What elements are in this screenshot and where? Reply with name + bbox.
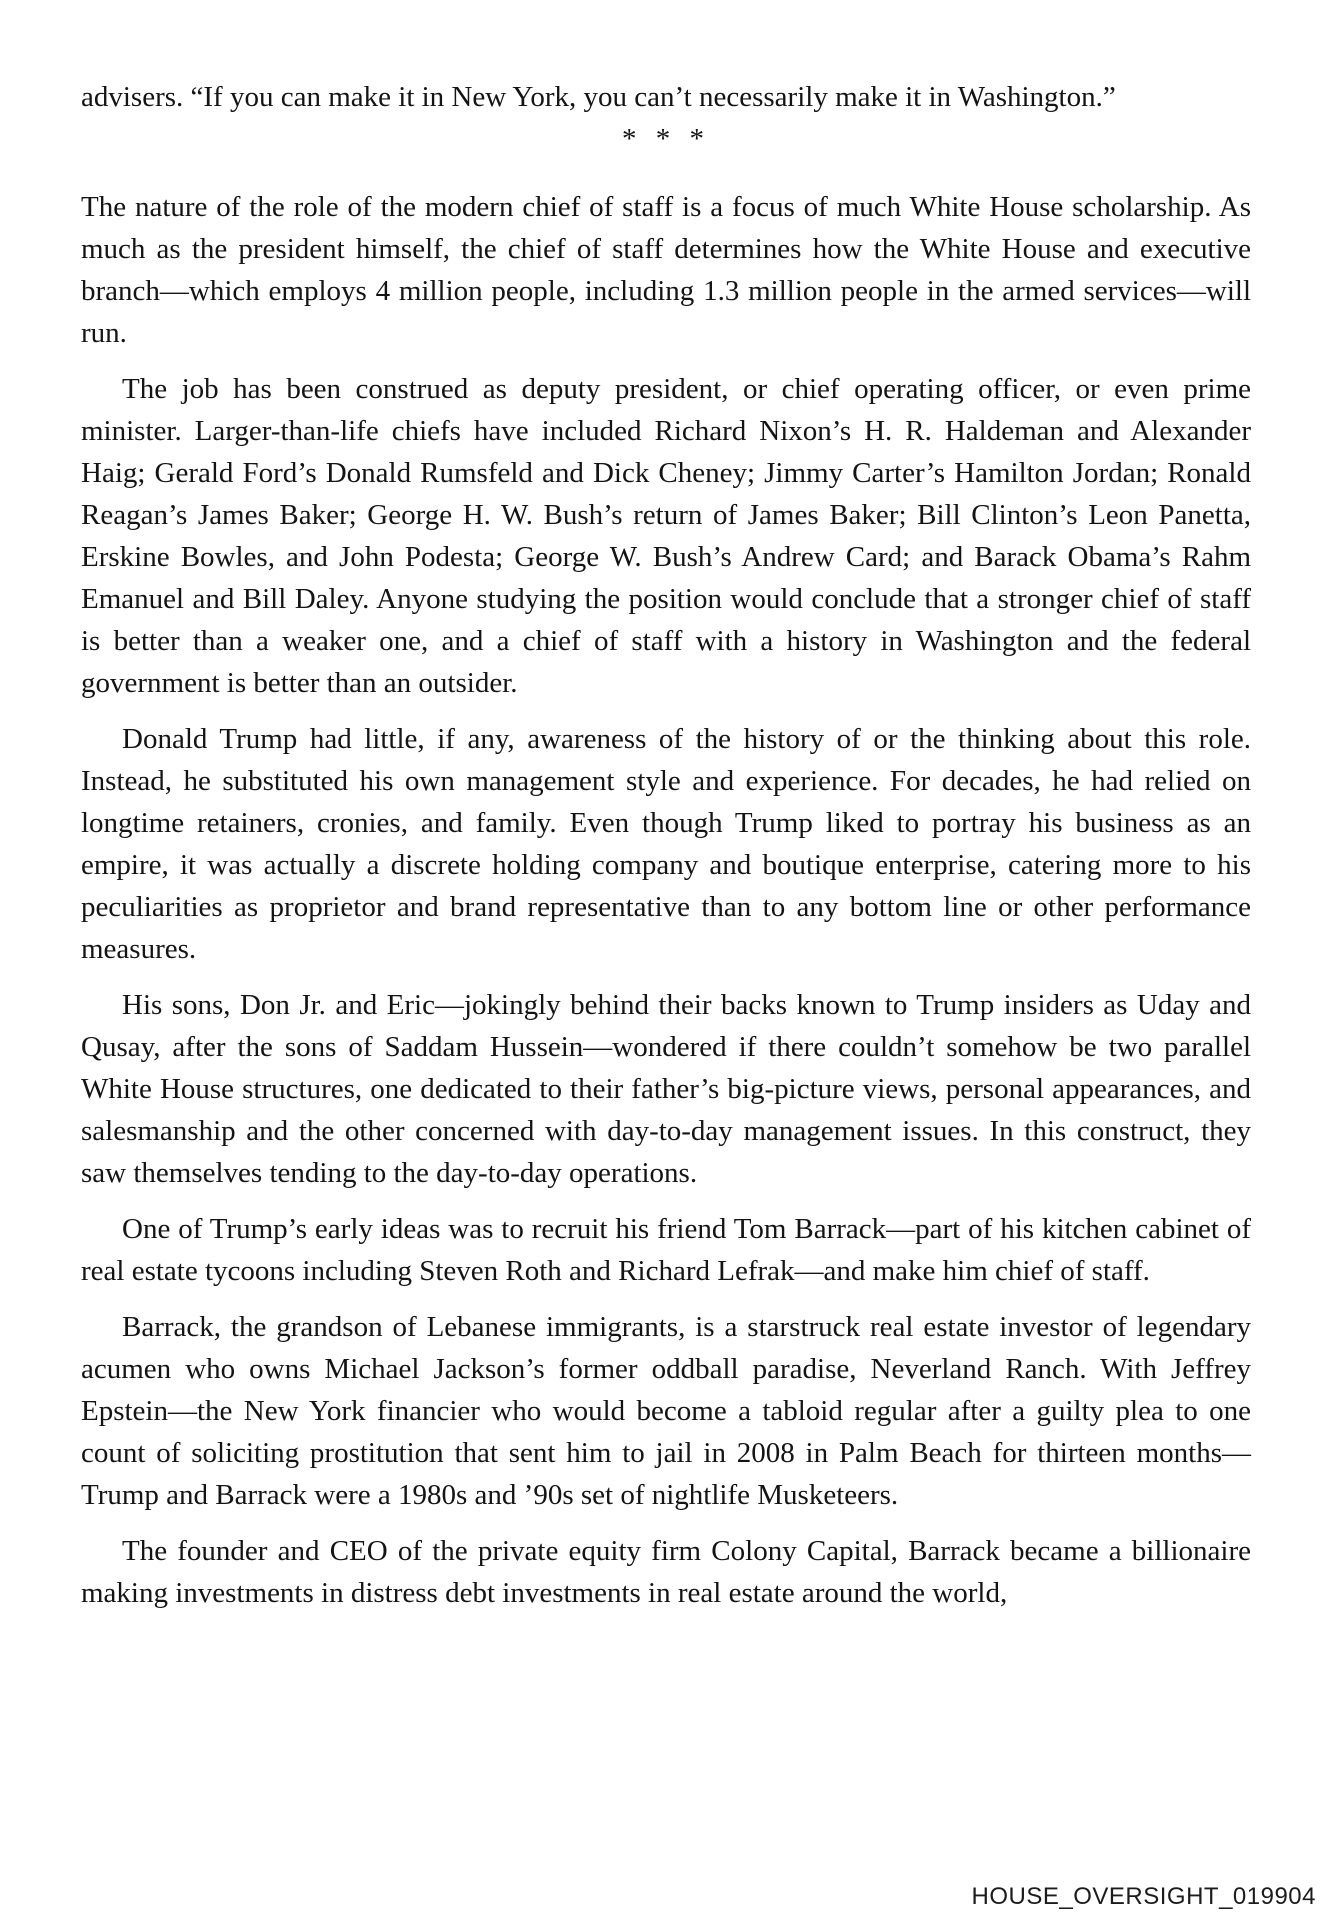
page-opening-fragment: advisers. “If you can make it in New York, you can’t necessarily make it in Washington.” — [81, 81, 1116, 113]
section-break-asterisks: * * * — [622, 123, 710, 155]
body-paragraph: The job has been construed as deputy president, or chief operating officer, or even prime minister. Larger-than-life chiefs have included Richard Nixon’s H. R. Haldeman and Alexander Haig; Gerald Ford’s Donald Rumsfeld and Dick Cheney; Jimmy Carter’s Hamilton Jordan; Ronald Reagan’s James Baker; George H. W. Bush’s return of James Baker; Bill Clinton’s Leon Panetta, Erskine Bowles, and John Podesta; George W. Bush’s Andrew Card; and Barack Obama’s Rahm Emanuel and Bill Daley. Anyone studying the position would conclude that a stronger chief of staff is better than a weaker one, and a chief of staff with a history in Washington and the federal government is better than an outsider. — [81, 373, 1251, 699]
body-paragraph: One of Trump’s early ideas was to recruit his friend Tom Barrack—part of his kitchen cabinet of real estate tycoons including Steven Roth and Richard Lefrak—and make him chief of staff. — [81, 1213, 1251, 1287]
bates-stamp: HOUSE_OVERSIGHT_019904 — [971, 1883, 1316, 1910]
body-paragraph: The nature of the role of the modern chief of staff is a focus of much White House scholarship. As much as the president himself, the chief of staff determines how the White House and executive branch—which employs 4 million people, including 1.3 million people in the armed services—will run. — [81, 191, 1251, 349]
body-paragraph: Barrack, the grandson of Lebanese immigrants, is a starstruck real estate investor of legendary acumen who owns Michael Jackson’s former oddball paradise, Neverland Ranch. With Jeffrey Epstein—the New York financier who would become a tabloid regular after a guilty plea to one count of soliciting prostitution that sent him to jail in 2008 in Palm Beach for thirteen months—Trump and Barrack were a 1980s and ’90s set of nightlife Musketeers. — [81, 1311, 1251, 1511]
body-paragraph: Donald Trump had little, if any, awareness of the history of or the thinking about this role. Instead, he substituted his own management style and experience. For decades, he had relied on longtime retainers, cronies, and family. Even though Trump liked to portray his business as an empire, it was actually a discrete holding company and boutique enterprise, catering more to his peculiarities as proprietor and brand representative than to any bottom line or other performance measures. — [81, 723, 1251, 965]
page-text-column — [81, 76, 1251, 1628]
body-paragraph: His sons, Don Jr. and Eric—jokingly behind their backs known to Trump insiders as Uday and Qusay, after the sons of Saddam Hussein—wondered if there couldn’t somehow be two parallel White House structures, one dedicated to their father’s big-picture views, personal appearances, and salesmanship and the other concerned with day-to-day management issues. In this construct, they saw themselves tending to the day-to-day operations. — [81, 989, 1251, 1189]
body-paragraph: The founder and CEO of the private equity firm Colony Capital, Barrack became a billionaire making investments in distress debt investments in real estate around the world, — [81, 1535, 1251, 1609]
